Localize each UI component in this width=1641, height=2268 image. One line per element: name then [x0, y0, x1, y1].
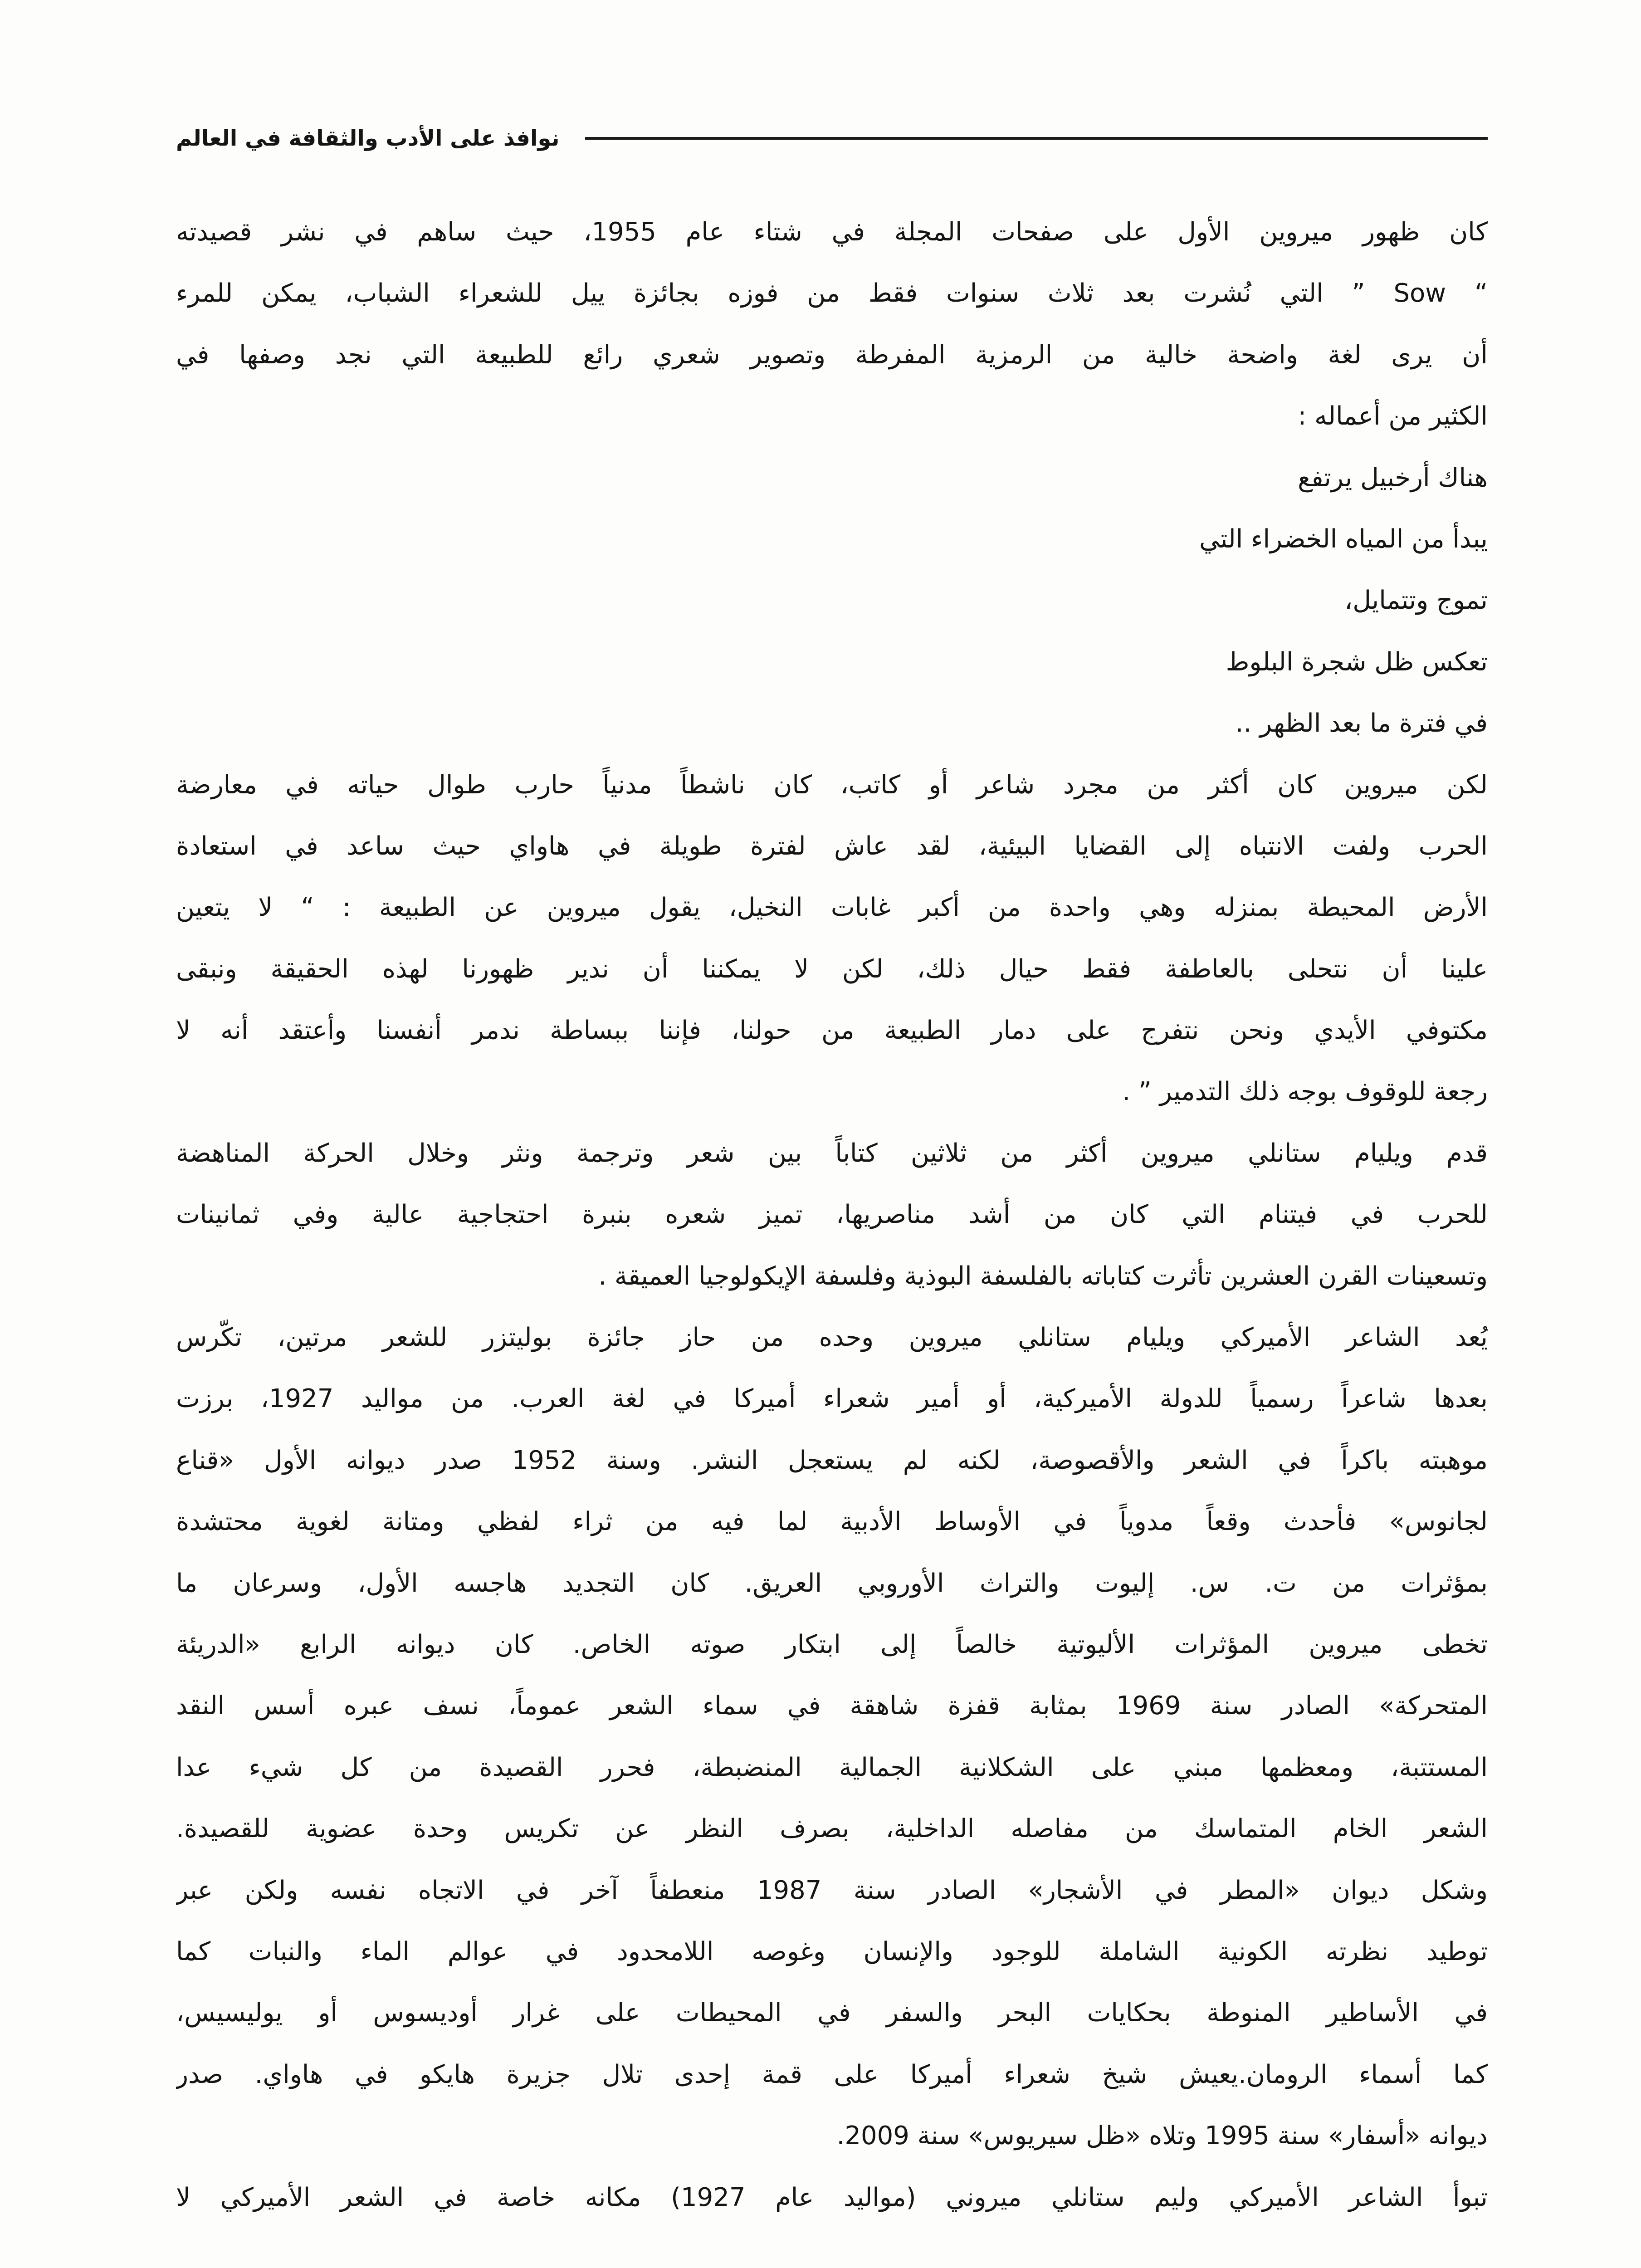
body-line: أن يرى لغة واضحة خالية من الرمزية المفرطة وتصوير شعري رائع للطبيعة التي نجد وصفها في	[176, 340, 1488, 370]
body-line: وشكل ديوان «المطر في الأشجار» الصادر سنة 1987 منعطفاً آخر في الاتجاه نفسه ولكن عبر	[176, 1875, 1488, 1905]
body-line: الحرب ولفت الانتباه إلى القضايا البيئية، لقد عاش لفترة طويلة في هاواي حيث ساعد في استعادة	[176, 831, 1488, 861]
body-line: تبوأ الشاعر الأميركي وليم ستانلي ميروني (مواليد عام 1927) مكانه خاصة في الشعر الأميركي لا	[176, 2182, 1488, 2212]
body-line: الشعر الخام المتماسك من مفاصله الداخلية، بصرف النظر عن تكريس وحدة عضوية للقصيدة.	[176, 1814, 1488, 1844]
section-title: نوافذ على الأدب والثقافة في العالم	[176, 126, 560, 151]
body-line: الأرض المحيطة بمنزله وهي واحدة من أكبر غابات النخيل، يقول ميروين عن الطبيعة : “ لا يتعين	[176, 893, 1488, 923]
body-line: لكن ميروين كان أكثر من مجرد شاعر أو كاتب، كان ناشطاً مدنياً حارب طوال حياته في معارضة	[176, 770, 1488, 800]
body-line: الكثير من أعماله :	[1298, 401, 1488, 431]
body-line: يُعد الشاعر الأميركي ويليام ستانلي ميروين وحده من حاز جائزة بوليتزر للشعر مرتين، تكّرس	[176, 1323, 1488, 1353]
body-line: ديوانه «أسفار» سنة 1995 وتلاه «ظل سيريوس» سنة 2009.	[836, 2121, 1488, 2151]
body-line: وتسعينات القرن العشرين تأثرت كتاباته بالفلسفة البوذية وفلسفة الإيكولوجيا العميقة .	[598, 1261, 1488, 1291]
body-line: “ Sow ” التي نُشرت بعد ثلاث سنوات فقط من فوزه بجائزة ييل للشعراء الشباب، يمكن للمرء	[176, 279, 1488, 308]
body-line: في الأساطير المنوطة بحكايات البحر والسفر في المحيطات على غرار أوديسوس أو يوليسيس،	[176, 1998, 1488, 2028]
poem-line: هناك أرخبيل يرتفع	[1298, 463, 1488, 493]
body-line: مكتوفي الأيدي ونحن نتفرج على دمار الطبيعة من حولنا، فإننا ببساطة ندمر أنفسنا وأعتقد أنه لا	[176, 1016, 1488, 1046]
body-line: تخطى ميروين المؤثرات الأليوتية خالصاً إلى ابتكار صوته الخاص. كان ديوانه الرابع «الدريئة	[176, 1629, 1488, 1659]
poem-line: تعكس ظل شجرة البلوط	[1226, 647, 1488, 677]
poem-line: يبدأ من المياه الخضراء التي	[1199, 524, 1488, 554]
body-line: موهبته باكراً في الشعر والأقصوصة، لكنه لم يستعجل النشر. وسنة 1952 صدر ديوانه الأول «قناع	[176, 1445, 1488, 1475]
poem-line: في فترة ما بعد الظهر ..	[1235, 709, 1488, 738]
body-line: رجعة للوقوف بوجه ذلك التدمير ” .	[1122, 1077, 1488, 1107]
body-line: للحرب في فيتنام التي كان من أشد مناصريها، تميز شعره بنبرة احتجاجية عالية وفي ثمانينات	[176, 1200, 1488, 1230]
body-line: لجانوس» فأحدث وقعاً مدوياً في الأوساط الأدبية لما فيه من ثراء لفظي ومتانة لغوية محتشدة	[176, 1507, 1488, 1537]
body-line: المستتبة، ومعظمها مبني على الشكلانية الجمالية المنضبطة، فحرر القصيدة من كل شيء عدا	[176, 1752, 1488, 1782]
body-line: المتحركة» الصادر سنة 1969 بمثابة قفزة شاهقة في سماء الشعر عموماً، نسف عبره أسس النقد	[176, 1691, 1488, 1721]
body-line: كان ظهور ميروين الأول على صفحات المجلة في شتاء عام 1955، حيث ساهم في نشر قصيدته	[176, 217, 1488, 247]
body-line: قدم ويليام ستانلي ميروين أكثر من ثلاثين كتاباً بين شعر وترجمة ونثر وخلال الحركة المناهضة	[176, 1138, 1488, 1168]
body-line: بعدها شاعراً رسمياً للدولة الأميركية، أو أمير شعراء أميركا في لغة العرب. من مواليد 1927، برزت	[176, 1384, 1488, 1414]
poem-line: تموج وتتمايل،	[1344, 586, 1488, 616]
body-line: توطيد نظرته الكونية الشاملة للوجود والإنسان وغوصه اللامحدود في عوالم الماء والنبات كما	[176, 1936, 1488, 1966]
article-body	[176, 201, 1488, 2228]
header-rule	[585, 137, 1488, 140]
body-line: كما أسماء الرومان.يعيش شيخ شعراء أميركا على قمة إحدى تلال جزيرة هايكو في هاواي. صدر	[176, 2059, 1488, 2089]
body-line: بمؤثرات من ت. س. إليوت والتراث الأوروبي العريق. كان التجديد هاجسه الأول، وسرعان ما	[176, 1568, 1488, 1598]
body-line: علينا أن نتحلى بالعاطفة فقط حيال ذلك، لكن لا يمكننا أن ندير ظهورنا لهذه الحقيقة ونبقى	[176, 954, 1488, 984]
running-header	[176, 122, 1488, 154]
